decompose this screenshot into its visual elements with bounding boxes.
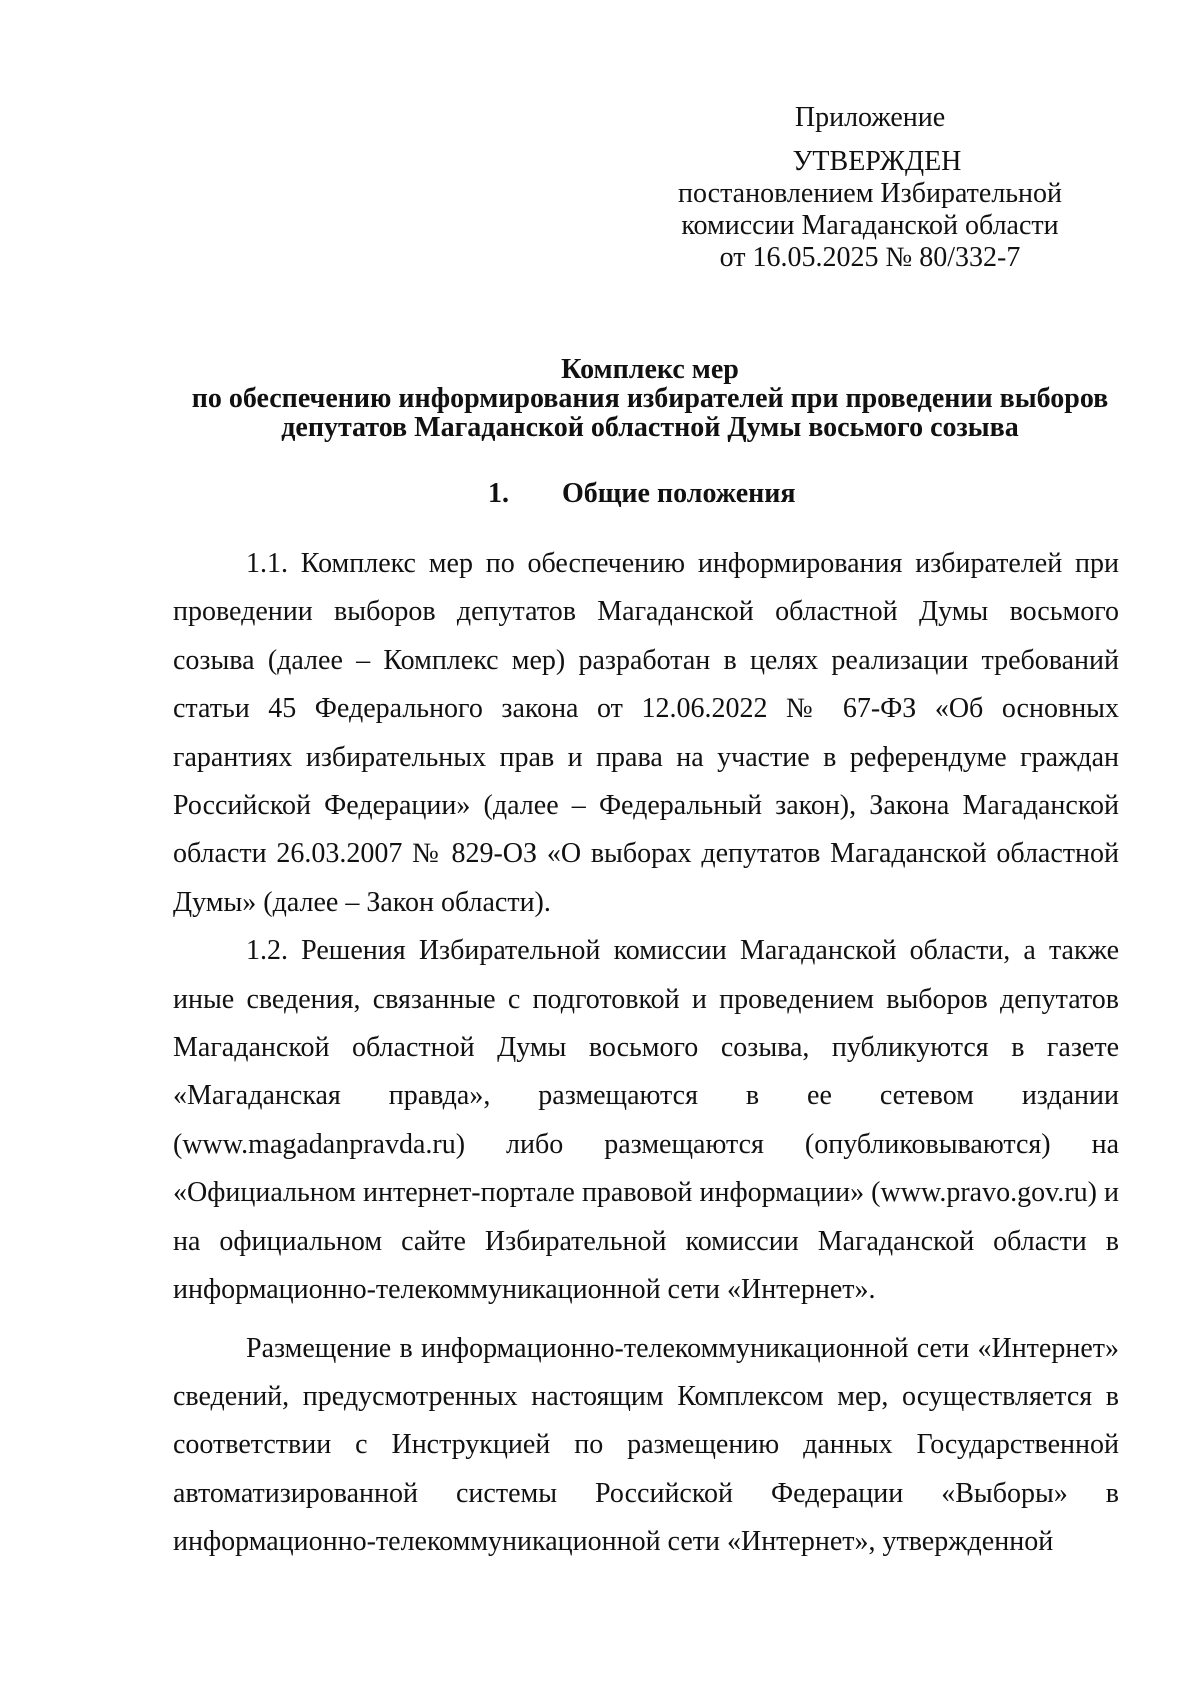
title-line-3: депутатов Магаданской областной Думы восьмого созыва xyxy=(281,412,1019,443)
approval-line-2: комиссии Магаданской области xyxy=(681,210,1059,241)
approval-date-number: от 16.05.2025 № 80/332-7 xyxy=(719,242,1021,273)
section-title: Общие положения xyxy=(562,478,796,509)
paragraph-1-2: 1.2. Решения Избирательной комиссии Магаданской области, а также иные сведения, связанные с подготовкой и проведением выборов депутатов Магаданской областной Думы восьмого созыва, публикуются в газете «Магаданская правда», размещаются в ее сетевом издании (www.magadanpravda.ru) либо размещаются (опубликовываются) на «Официальном интернет-портале правовой информации» (www.pravo.gov.ru) и на официальном сайте Избирательной комиссии Магаданской области в информационно-телекоммуникационной сети «Интернет». xyxy=(173,935,1119,1306)
title-line-1: Комплекс мер xyxy=(561,354,739,385)
document-body xyxy=(173,540,1119,1567)
approved-label: УТВЕРЖДЕН xyxy=(792,146,962,177)
paragraph-1-1: 1.1. Комплекс мер по обеспечению информирования избирателей при проведении выборов депутатов Магаданской областной Думы восьмого созыва (далее – Комплекс мер) разработан в целях реализации требований статьи 45 Федерального закона от 12.06.2022 № 67-ФЗ «Об основных гарантиях избирательных прав и права на участие в референдуме граждан Российской Федерации» (далее – Федеральный закон), Закона Магаданской области 26.03.2007 № 829-ОЗ «О выборах депутатов Магаданской областной Думы» (далее – Закон области). xyxy=(173,548,1119,918)
appendix-label: Приложение xyxy=(794,102,946,133)
section-number: 1. xyxy=(488,478,509,509)
title-line-2: по обеспечению информирования избирателей при проведении выборов xyxy=(191,383,1109,414)
approval-line-1: постановлением Избирательной xyxy=(677,178,1063,209)
approval-block xyxy=(640,102,1100,274)
document-title xyxy=(160,355,1140,442)
paragraph-placement: Размещение в информационно-телекоммуникационной сети «Интернет» сведений, предусмотренных настоящим Комплексом мер, осуществляется в соответствии с Инструкцией по размещению данных Государственной автоматизированной системы Российской Федерации «Выборы» в информационно-телекоммуникационной сети «Интернет», утвержденной xyxy=(173,1332,1119,1558)
